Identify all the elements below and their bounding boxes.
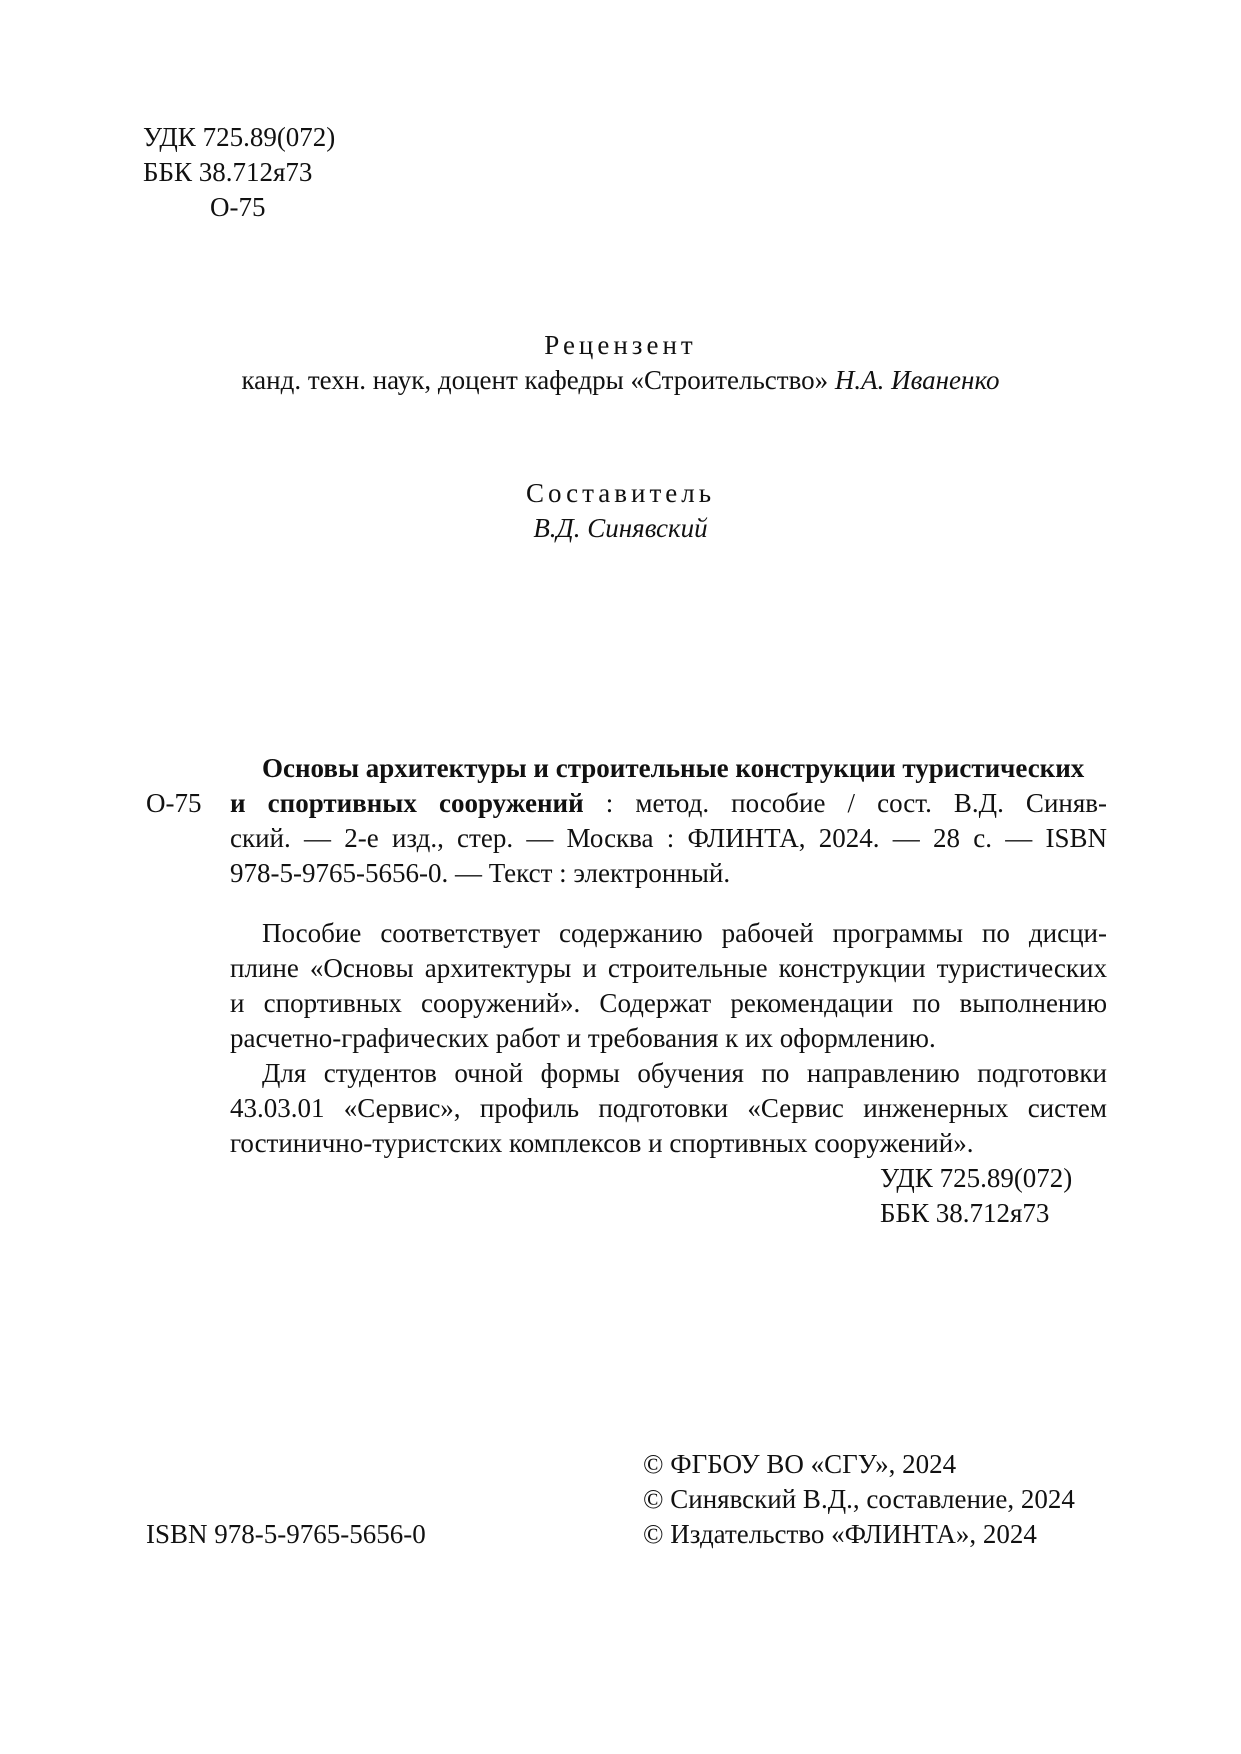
compiler-heading: Составитель xyxy=(525,478,716,508)
annotation-p1-l4: расчетно-графических работ и требования к их оформлению. xyxy=(230,1023,936,1053)
author-mark: О-75 xyxy=(210,192,266,222)
bib-author-mark: О-75 xyxy=(146,788,202,818)
annotation-p1-l2: плине «Основы архитектуры и строительные конструкции туристических xyxy=(230,953,1107,983)
annotation-p2-l1: Для студентов очной формы обучения по направлению подготовки xyxy=(262,1058,1107,1088)
copyright-line-2: © Синявский В.Д., составление, 2024 xyxy=(643,1484,1075,1514)
reviewer-line xyxy=(0,362,1241,398)
bib-line4: 978-5-9765-5656-0. — Текст : электронный. xyxy=(230,858,731,888)
bib-line2 xyxy=(230,785,1107,821)
annotation-p1-l1: Пособие соответствует содержанию рабочей программы по дисци- xyxy=(262,918,1107,948)
isbn: ISBN 978-5-9765-5656-0 xyxy=(146,1519,426,1549)
bib-line2-rest: : метод. пособие / сост. В.Д. Синяв- xyxy=(605,788,1108,818)
footer-udk-code: УДК 725.89(072) xyxy=(880,1163,1073,1193)
reviewer-name: Н.А. Иваненко xyxy=(834,365,1000,395)
udk-code: УДК 725.89(072) xyxy=(143,122,336,152)
annotation-p2-l2: 43.03.01 «Сервис», профиль подготовки «Сервис инженерных систем xyxy=(230,1093,1107,1123)
copyright-line-1: © ФГБОУ ВО «СГУ», 2024 xyxy=(643,1449,957,1479)
book-title-line1: Основы архитектуры и строительные конструкции туристических xyxy=(262,753,1085,783)
bbk-code: ББК 38.712я73 xyxy=(143,157,313,187)
reviewer-heading: Рецензент xyxy=(544,330,697,360)
bib-line3: ский. — 2-е изд., стер. — Москва : ФЛИНТА, 2024. — 28 с. — ISBN xyxy=(230,823,1107,853)
reviewer-credentials: канд. техн. наук, доцент кафедры «Строительство» xyxy=(241,365,829,395)
annotation-p2-l3: гостинично-туристских комплексов и спортивных сооружений». xyxy=(230,1128,974,1158)
compiler-name: В.Д. Синявский xyxy=(533,513,708,543)
annotation-p1-l3: и спортивных сооружений». Содержат рекомендации по выполнению xyxy=(230,988,1107,1018)
book-title-line2: и спортивных сооружений xyxy=(230,788,584,818)
footer-bbk-code: ББК 38.712я73 xyxy=(880,1198,1050,1228)
copyright-line-3: © Издательство «ФЛИНТА», 2024 xyxy=(643,1519,1037,1549)
